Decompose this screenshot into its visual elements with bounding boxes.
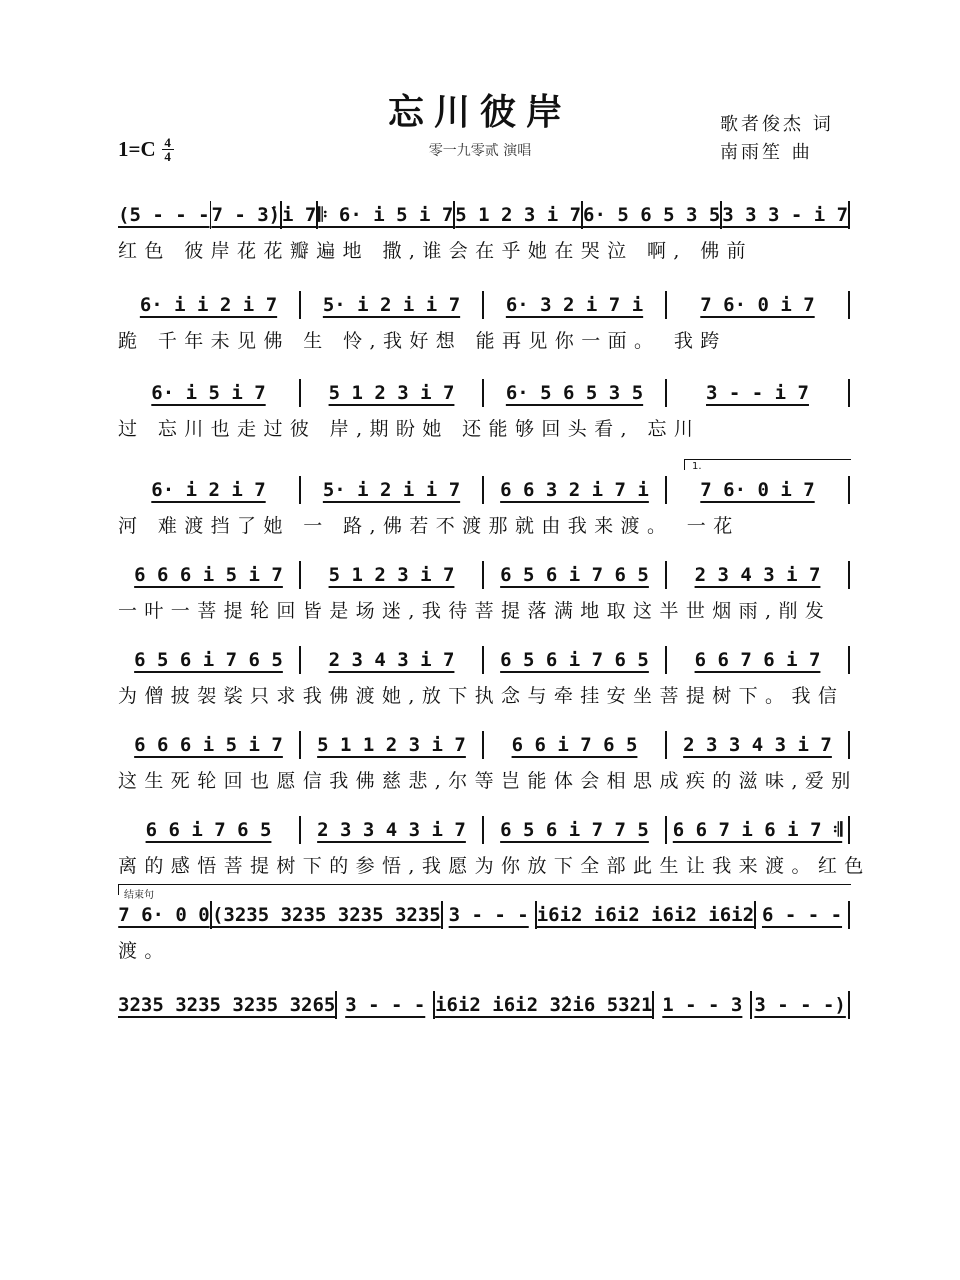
key-label: 1=C xyxy=(118,137,156,161)
measure: 7 6· 0 0 xyxy=(118,904,210,926)
staff-row xyxy=(118,378,850,442)
measure: 5· i 2 i i 7 xyxy=(322,294,461,316)
lyrics-line: 这生死轮回也愿信我佛慈悲,尔等岂能体会相思成疾的滋味,爱别 xyxy=(118,770,858,792)
measure: 6 6 7 6 i 7 xyxy=(694,649,821,671)
measure: 2 3 3 4 3 i 7 xyxy=(683,734,832,756)
bar-line xyxy=(848,901,850,929)
measure: 3 - - i 7 xyxy=(706,382,809,404)
performer-line: 零一九零贰 演唱 xyxy=(428,143,532,159)
measure: 6 6 3 2 i 7 i xyxy=(500,479,649,501)
measure: 6 6 7 i 6 i 7 𝄇 xyxy=(672,819,843,841)
notation-line xyxy=(118,378,850,410)
bar-line xyxy=(848,379,850,407)
lyrics-line: 离的感悟菩提树下的参悟,我愿为你放下全部此生让我来渡。红色 xyxy=(118,855,871,877)
composer-credit: 南雨笙 曲 xyxy=(720,142,813,163)
measure: 5· i 2 i i 7 xyxy=(322,479,461,501)
measure: 6 6 6 i 5 i 7 xyxy=(134,564,283,586)
measure: 5 1 1 2 3 i 7 xyxy=(317,734,466,756)
measure: 5 1 2 3 i 7 xyxy=(455,204,582,226)
bar-line xyxy=(848,291,850,319)
measure: 6 5 6 i 7 6 5 xyxy=(500,649,649,671)
measure: i6i2 i6i2 i6i2 i6i2 xyxy=(536,904,755,926)
notation-line xyxy=(118,900,850,932)
notation-line xyxy=(118,475,850,507)
song-title: 忘川彼岸 xyxy=(387,91,572,133)
measure: 6 5 6 i 7 7 5 xyxy=(500,819,649,841)
notation-line xyxy=(118,990,850,1022)
measure: i 7 xyxy=(282,204,317,226)
lyrics-line: 渡。 xyxy=(118,940,171,962)
lyrics-line: 跪 千年未见佛 生 怜,我好想 能再见你一面。 我跨 xyxy=(118,330,727,352)
measure: 6· i 2 i 7 xyxy=(151,479,266,501)
notation-line xyxy=(118,730,850,762)
notation-line xyxy=(118,560,850,592)
measure: 6· i 5 i 7 xyxy=(151,382,266,404)
time-signature xyxy=(162,136,174,163)
bar-line xyxy=(848,646,850,674)
notation-line xyxy=(118,290,850,322)
measure: 3 - - -) xyxy=(754,994,846,1016)
bar-line xyxy=(848,476,850,504)
measure: 2 3 3 4 3 i 7 xyxy=(317,819,466,841)
bar-line xyxy=(848,201,850,229)
notation-line xyxy=(118,200,850,232)
measure: 7 - 3̇) xyxy=(211,204,281,226)
lyrics-line: 红色 彼岸花花瓣遍地 撒,谁会在乎她在哭泣 啊, 佛前 xyxy=(118,240,754,262)
measure: (3235 3235 3235 3235 xyxy=(211,904,441,926)
measure: 𝄆 6· i 5 i 7 xyxy=(318,204,454,226)
staff-row xyxy=(118,890,850,964)
measure: i6i2 i6i2 3̇2i6 5321 xyxy=(435,994,653,1016)
staff-row xyxy=(118,990,850,1022)
staff-row xyxy=(118,645,850,709)
measure: 5 1 2 3 i 7 xyxy=(328,382,455,404)
lyrics-line: 一叶一菩提轮回皆是场迷,我待菩提落满地取这半世烟雨,削发 xyxy=(118,600,832,622)
measure: 2 3 4 3 i 7 xyxy=(694,564,821,586)
measure: 3 3 3 - i 7 xyxy=(722,204,849,226)
measure: (5 - - - xyxy=(118,204,210,226)
time-bottom: 4 xyxy=(164,149,171,164)
measure: 6 5 6 i 7 6 5 xyxy=(134,649,283,671)
measure: 6 5 6 i 7 6 5 xyxy=(500,564,649,586)
staff-row xyxy=(118,560,850,624)
bar-line xyxy=(848,816,850,844)
staff-row xyxy=(118,200,850,264)
staff-row xyxy=(118,815,871,879)
ending-bracket xyxy=(684,459,851,470)
staff-row xyxy=(118,461,850,539)
measure: 6· 3 2 i 7 i xyxy=(505,294,644,316)
measure: 6· 5 6 5 3 5 xyxy=(583,204,721,226)
measure: 3235 3235 3235 3265 xyxy=(118,994,336,1016)
measure: 3 - - - xyxy=(448,904,529,926)
measure: 6 6 i 7 6 5 xyxy=(145,819,272,841)
bar-line xyxy=(848,991,850,1019)
measure: 6· 5 6 5 3 5 xyxy=(505,382,644,404)
measure: 6· i i 2 i 7 xyxy=(139,294,278,316)
staff-row xyxy=(118,730,858,794)
bar-line xyxy=(848,561,850,589)
measure: 7 6· 0 i 7 xyxy=(700,294,815,316)
bar-line xyxy=(848,731,850,759)
ending-label: 1. xyxy=(692,461,702,472)
measure: 2 3 4 3 i 7 xyxy=(328,649,455,671)
measure: 6 - - - xyxy=(761,904,843,926)
measure: 1 - - 3 xyxy=(662,994,743,1016)
notation-line xyxy=(118,815,850,847)
notation-line xyxy=(118,645,850,677)
staff-row xyxy=(118,290,850,354)
ending-bracket xyxy=(118,884,851,895)
lyrics-line: 河 难渡挡了她 一 路,佛若不渡那就由我来渡。 一花 xyxy=(118,515,740,537)
time-top: 4 xyxy=(164,135,171,150)
key-signature xyxy=(118,136,174,163)
measure: 7 6· 0 i 7 xyxy=(700,479,815,501)
measure: 6 6 6 i 5 i 7 xyxy=(134,734,283,756)
measure: 3 - - - xyxy=(345,994,426,1016)
measure: 6 6 i 7 6 5 xyxy=(511,734,638,756)
lyrics-line: 为僧披袈裟只求我佛渡她,放下执念与牵挂安坐菩提树下。我信 xyxy=(118,685,845,707)
lyrics-line: 过 忘川也走过彼 岸,期盼她 还能够回头看, 忘川 xyxy=(118,418,701,440)
measure: 5 1 2 3 i 7 xyxy=(328,564,455,586)
lyricist-credit: 歌者俊杰 词 xyxy=(720,114,834,135)
ending-label: 结束句 xyxy=(124,890,154,901)
